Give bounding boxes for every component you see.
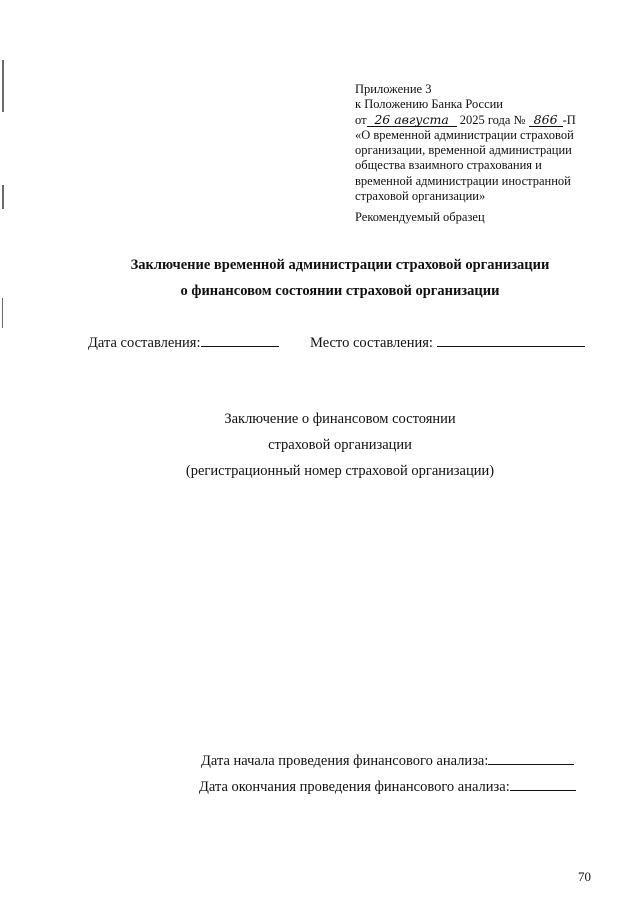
compilation-date-field: [88, 333, 279, 352]
regulation-title-line: общества взаимного страхования и: [355, 158, 542, 173]
appendix-header: [355, 82, 600, 204]
handwritten-date: 26 августа: [367, 113, 457, 127]
compilation-date-blank[interactable]: [201, 333, 279, 347]
regulation-title-line: страховой организации»: [355, 189, 486, 204]
year-text: 2025 года №: [459, 112, 526, 127]
analysis-start-label: Дата начала проведения финансового анализа:: [201, 753, 489, 769]
document-title-line-2: о финансовом состоянии страховой организации: [180, 283, 500, 299]
analysis-end-label: Дата окончания проведения финансового анализа:: [199, 779, 510, 795]
scan-edge-mark: [2, 185, 4, 209]
analysis-end-field: [199, 777, 576, 796]
page-number: 70: [578, 869, 591, 884]
number-suffix: -П: [562, 112, 576, 127]
analysis-end-blank[interactable]: [510, 777, 576, 791]
compilation-place-blank[interactable]: [437, 333, 585, 347]
from-prefix: от: [355, 112, 367, 127]
conclusion-line-2: страховой организации: [268, 437, 412, 453]
compilation-date-label: Дата составления:: [88, 335, 201, 351]
regulation-title-line: «О временной администрации страховой: [355, 127, 574, 142]
compilation-place-label: Место составления:: [310, 335, 433, 351]
analysis-start-blank[interactable]: [488, 751, 574, 765]
appendix-number: Приложение 3: [355, 82, 432, 96]
regulation-title-line: временной администрации иностранной: [355, 173, 571, 188]
conclusion-line-3: (регистрационный номер страховой организации): [185, 463, 495, 479]
document-title-line-1: Заключение временной администрации страховой организации: [130, 257, 550, 273]
compilation-place-field: [310, 333, 585, 352]
regulation-title-line: организации, временной администрации: [355, 143, 572, 158]
handwritten-number: 866: [529, 113, 563, 127]
scan-edge-mark: [2, 60, 4, 112]
analysis-start-field: [201, 751, 574, 770]
appendix-reference: к Положению Банка России: [355, 97, 503, 112]
appendix-date-line: [355, 113, 600, 128]
recommended-sample-label: Рекомендуемый образец: [355, 210, 485, 224]
conclusion-line-1: Заключение о финансовом состоянии: [224, 411, 456, 427]
scan-edge-mark: [2, 298, 3, 328]
